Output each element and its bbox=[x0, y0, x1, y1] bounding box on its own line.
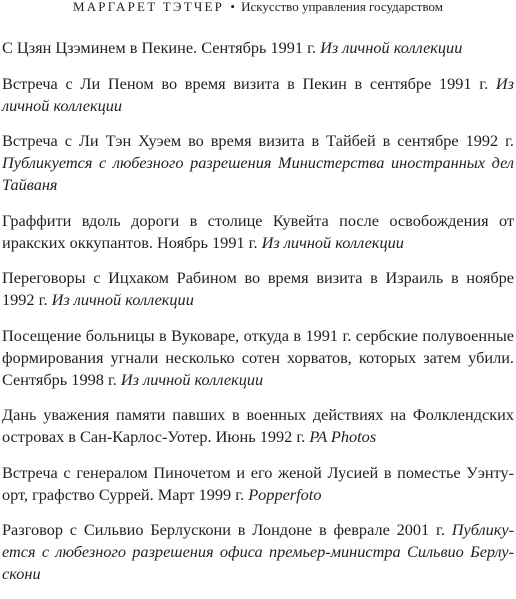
caption-credit: Из личной коллекции bbox=[320, 38, 463, 57]
caption-text: Переговоры с Ицхаком Рабином во время визита в Израиль в ноябре 1992 г. bbox=[2, 268, 514, 309]
caption-credit: Popperfoto bbox=[248, 484, 322, 504]
caption-text: Разговор с Сильвио Берлускони в Лондоне в феврале 2001 г. bbox=[2, 520, 452, 539]
caption-credit: Из личной коллекции bbox=[51, 290, 194, 309]
caption-item bbox=[2, 325, 514, 391]
caption-item bbox=[2, 404, 514, 448]
running-head-book-title: Искусство управления государством bbox=[241, 0, 444, 14]
caption-credit: Из личной коллекции bbox=[2, 73, 514, 115]
running-head-author: МАРГАРЕТ ТЭТЧЕР bbox=[72, 0, 225, 14]
caption-text: С Цзян Цзэминем в Пекине. Сентябрь 1991 г. bbox=[2, 38, 321, 57]
caption-credit: Публикуется с любезного разрешения Министерства иностранных дел Тайваня bbox=[2, 153, 514, 194]
caption-item bbox=[2, 462, 514, 506]
caption-credit: Из личной коллекции bbox=[261, 232, 404, 252]
caption-text: Дань уважения памяти павших в военных действиях на Фолклендских островах в Сан-Карлос-Уотер. Июнь 1992 г. bbox=[2, 405, 514, 446]
running-head-separator: • bbox=[230, 0, 235, 14]
photo-captions-list bbox=[2, 37, 514, 599]
caption-text: Посещение больницы в Вуковаре, откуда в 1991 г. сербские полувоенные формирования угнали несколько сотен хорватов, которых затем убили. Сентябрь 1998 г. bbox=[2, 325, 514, 389]
running-head bbox=[0, 0, 516, 18]
caption-text: Встреча с Ли Пеном во время визита в Пекин в сентябре 1991 г. bbox=[2, 73, 496, 93]
caption-item bbox=[2, 130, 514, 196]
caption-credit: PA Photos bbox=[309, 427, 377, 446]
caption-item bbox=[2, 37, 514, 59]
caption-text: Встреча с генералом Пиночетом и его женой Лусией в поместье Уэнтуорт, графство Суррей. Март 1999 г. bbox=[2, 462, 514, 504]
caption-credit: Публикуется с любезного разрешения офиса премьер-министра Сильвио Берлускони bbox=[2, 520, 514, 583]
caption-item bbox=[2, 519, 514, 585]
caption-item bbox=[2, 267, 514, 311]
caption-credit: Из личной коллекции bbox=[120, 369, 264, 389]
caption-item bbox=[2, 210, 514, 254]
caption-text: Граффити вдоль дороги в столице Кувейта после освобождения от иракских оккупантов. Ноябрь 1991 г. bbox=[2, 210, 514, 252]
caption-text: Встреча с Ли Тэн Хуэем во время визита в Тайбей в сентябре 1992 г. bbox=[2, 131, 514, 150]
caption-item bbox=[2, 73, 514, 117]
